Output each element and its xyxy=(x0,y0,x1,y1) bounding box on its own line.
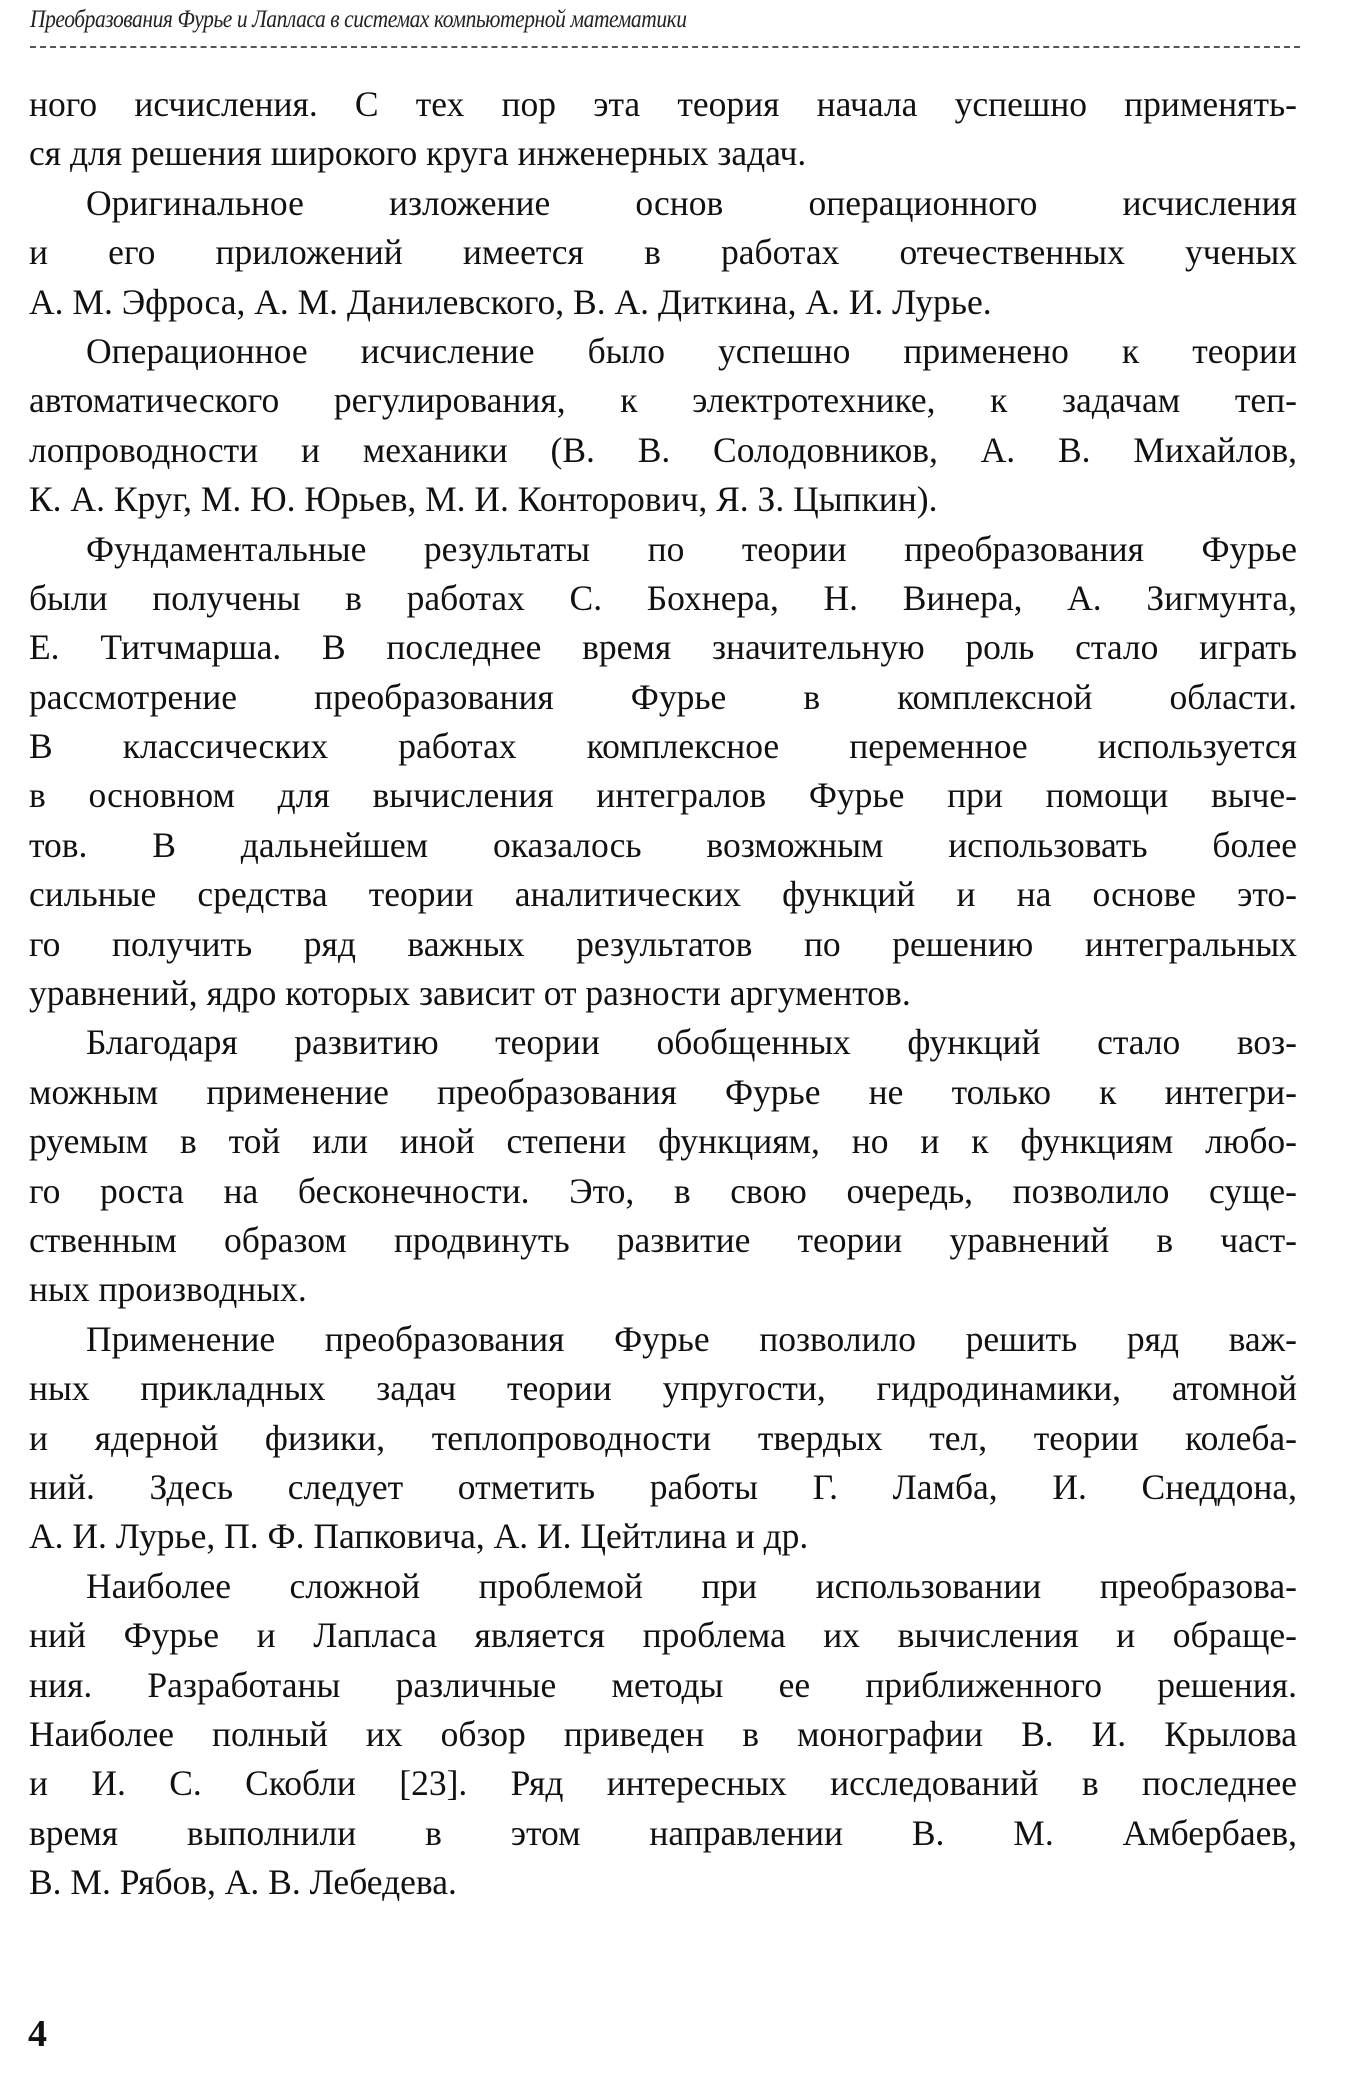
text-line: ных прикладных задач теории упругости, гидродинамики, атомной xyxy=(29,1368,1297,1409)
text-line: В. М. Рябов, А. В. Лебедева. xyxy=(29,1862,457,1903)
text-line: Оригинальное изложение основ операционного исчисления xyxy=(86,182,1297,223)
paragraph xyxy=(29,179,1297,327)
text-line: были получены в работах С. Бохнера, Н. Винера, А. Зигмунта, xyxy=(29,577,1297,618)
text-line: К. А. Круг, М. Ю. Юрьев, М. И. Конторович, Я. З. Цыпкин). xyxy=(29,479,938,520)
text-line: ных производных. xyxy=(29,1269,307,1310)
text-line: Фундаментальные результаты по теории преобразования Фурье xyxy=(86,528,1297,569)
text-line: А. И. Лурье, П. Ф. Папковича, А. И. Цейтлина и др. xyxy=(29,1516,809,1557)
text-line: ний Фурье и Лапласа является проблема их вычисления и обраще- xyxy=(29,1615,1297,1656)
text-line: в основном для вычисления интегралов Фурье при помощи выче- xyxy=(29,775,1297,816)
text-line: Е. Титчмарша. В последнее время значительную роль стало играть xyxy=(29,627,1297,668)
text-line: ний. Здесь следует отметить работы Г. Ламба, И. Снеддона, xyxy=(29,1466,1297,1507)
paragraph xyxy=(29,327,1297,525)
text-line: уравнений, ядро которых зависит от разности аргументов. xyxy=(29,973,911,1014)
text-line: рассмотрение преобразования Фурье в комплексной области. xyxy=(29,676,1297,717)
text-line: ного исчисления. С тех пор эта теория начала успешно применять- xyxy=(29,84,1297,124)
text-line: В классических работах комплексное переменное используется xyxy=(29,726,1297,767)
text-line: Благодаря развитию теории обобщенных функций стало воз- xyxy=(86,1022,1297,1063)
text-line: го роста на бесконечности. Это, в свою очередь, позволило суще- xyxy=(29,1170,1297,1211)
text-line: и И. С. Скобли [23]. Ряд интересных исследований в последнее xyxy=(29,1763,1297,1804)
running-header: Преобразования Фурье и Лапласа в системах компьютерной математики xyxy=(30,6,687,33)
text-line: Применение преобразования Фурье позволило решить ряд важ- xyxy=(86,1318,1297,1359)
text-line: руемым в той или иной степени функциям, но и к функциям любо- xyxy=(29,1121,1297,1162)
page-number: 4 xyxy=(28,2013,47,2055)
text-line: Наиболее сложной проблемой при использовании преобразова- xyxy=(86,1565,1297,1606)
text-line: время выполнили в этом направлении В. М. Амбербаев, xyxy=(29,1812,1297,1853)
text-line: сильные средства теории аналитических функций и на основе это- xyxy=(29,874,1297,915)
text-line: Операционное исчисление было успешно применено к теории xyxy=(86,330,1297,371)
text-line: А. М. Эфроса, А. М. Данилевского, В. А. Диткина, А. И. Лурье. xyxy=(29,281,992,322)
paragraph xyxy=(29,1018,1297,1314)
text-line: ся для решения широкого круга инженерных задач. xyxy=(29,133,807,174)
text-line: и его приложений имеется в работах отечественных ученых xyxy=(29,232,1297,273)
paragraph xyxy=(29,525,1297,1019)
paragraph xyxy=(29,80,1297,179)
text-line: тов. В дальнейшем оказалось возможным использовать более xyxy=(29,824,1297,865)
text-line: можным применение преобразования Фурье не только к интегри- xyxy=(29,1071,1297,1112)
paragraph xyxy=(29,1315,1297,1562)
text-line: лопроводности и механики (В. В. Солодовников, А. В. Михайлов, xyxy=(29,429,1297,470)
text-line: ственным образом продвинуть развитие теории уравнений в част- xyxy=(29,1219,1297,1260)
text-line: ния. Разработаны различные методы ее приближенного решения. xyxy=(29,1664,1297,1705)
paragraph xyxy=(29,1562,1297,1908)
text-line: Наиболее полный их обзор приведен в монографии В. И. Крылова xyxy=(29,1713,1297,1754)
header-divider xyxy=(30,46,1300,48)
body-text xyxy=(29,80,1297,1907)
text-line: автоматического регулирования, к электротехнике, к задачам теп- xyxy=(29,380,1297,421)
text-line: го получить ряд важных результатов по решению интегральных xyxy=(29,923,1297,964)
text-line: и ядерной физики, теплопроводности твердых тел, теории колеба- xyxy=(29,1417,1297,1458)
